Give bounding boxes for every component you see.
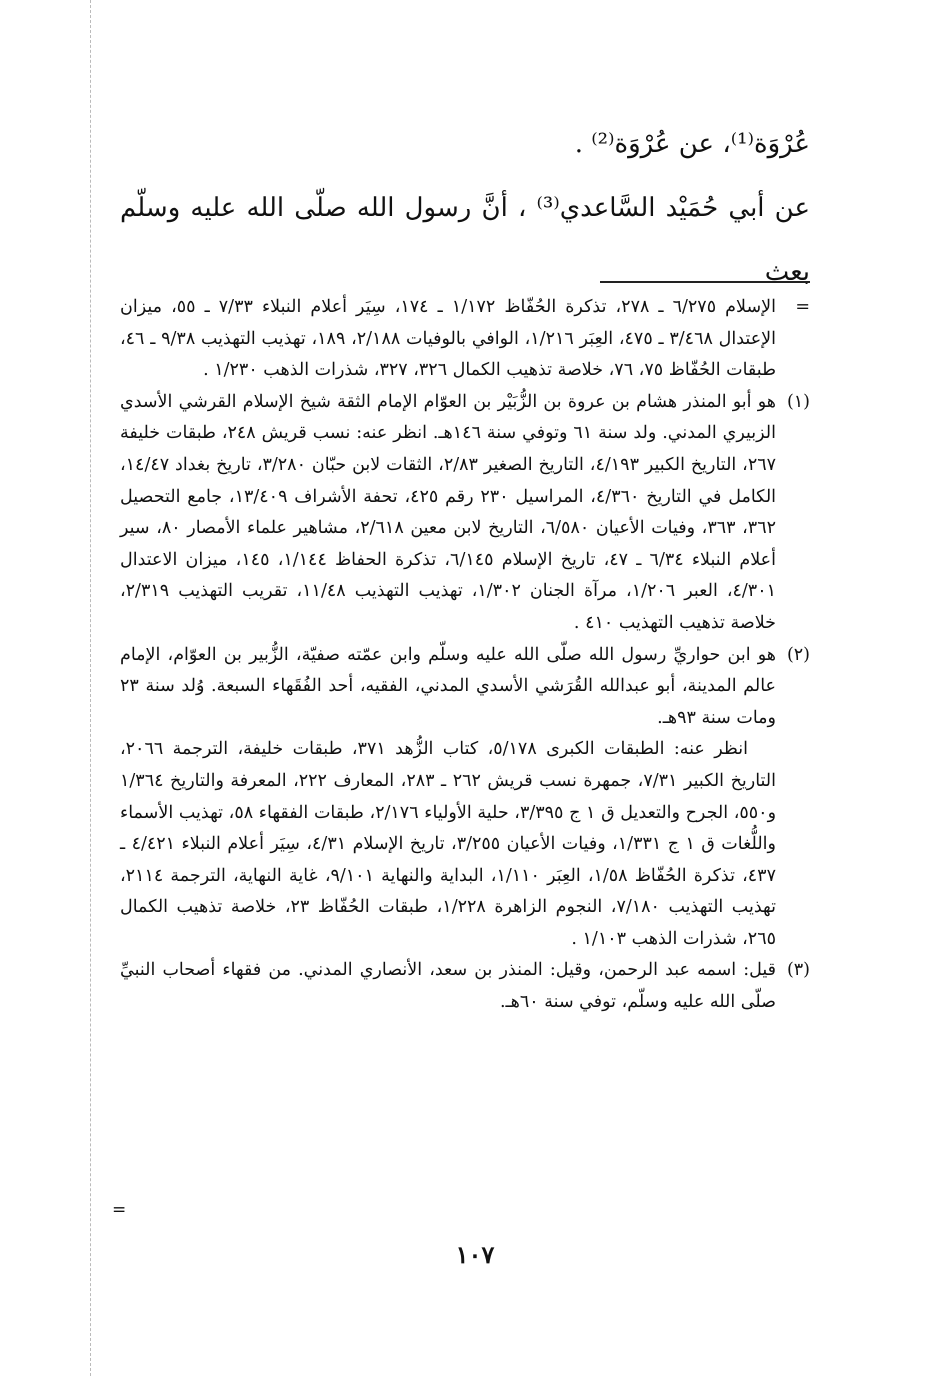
footnote-2 bbox=[120, 640, 810, 735]
footnote-3 bbox=[120, 955, 810, 1018]
main-text-paragraph: عن أبي حُمَيْد السَّاعدي⁽³⁾ ، أنَّ رسول الله صلّى الله عليه وسلّم بعث bbox=[120, 193, 810, 287]
main-text-paragraph: عُرْوَة⁽¹⁾، عن عُرْوَة⁽²⁾ . bbox=[574, 129, 810, 159]
footnote-text: هو ابن حواريِّ رسول الله صلّى الله عليه وسلّم وابن عمّته صفيّة، الزُّبير بن العوّام، الإمام عالم المدينة، أبو عبدالله القُرَشي الأسدي المدني، الفقيه، أحد الفُقَهاء السبعة. وُلد سنة ٢٣ ومات سنة ٩٣هـ. bbox=[120, 644, 776, 728]
continuation-end-marker: = bbox=[112, 1200, 127, 1220]
footnote-1 bbox=[120, 387, 810, 640]
main-text-line-1 bbox=[120, 112, 810, 176]
footnote-continuation bbox=[120, 292, 810, 387]
continuation-marker: = bbox=[795, 297, 810, 317]
page-number: ١٠٧ bbox=[455, 1240, 495, 1269]
footnote-text: هو أبو المنذر هشام بن عروة بن الزُّبَيْر بن العوّام الإمام الثقة شيخ الإسلام القرشي الأسدي الزبيري المدني. ولد سنة ٦١ وتوفي سنة ١٤٦هـ. انظر عنه: نسب قريش ٢٤٨، طبقات خليفة ٢٦٧، التاريخ الكبير ٤/١٩٣، التاريخ الصغير ٢/٨٣، الثقات لابن حبّان ٣/٢٨٠، تاريخ بغداد ١٤/٤٧، الكامل في التاريخ ٤/٣٦٠، المراسيل ٢٣٠ رقم ٤٢٥، تحفة الأشراف ١٣/٤٠٩، جامع التحصيل ٣٦٢، ٣٦٣، وفيات الأعيان ٦/٥٨٠، التاريخ لابن معين ٢/٦١٨، مشاهير علماء الأمصار ٨٠، سير أعلام النبلاء ٦/٣٤ ـ ٤٧، تاريخ الإسلام ٦/١٤٥، تذكرة الحفاظ ١/١٤٤، ١٤٥، ميزان الاعتدال ٤/٣٠١، العبر ١/٢٠٦، مرآة الجنان ١/٣٠٢، تهذيب التهذيب ١١/٤٨، تقريب التهذيب ٢/٣١٩، خلاصة تذهيب التهذيب ٤١٠ . bbox=[120, 391, 777, 633]
main-text-line-2 bbox=[120, 176, 810, 304]
footnote-marker: (٢) bbox=[786, 644, 810, 665]
footnotes-section bbox=[120, 292, 810, 1019]
footnote-text: قيل: اسمه عبد الرحمن، وقيل: المنذر بن سعد، الأنصاري المدني. من فقهاء أصحاب النبيِّ صلّى الله عليه وسلّم، توفي سنة ٦٠هـ. bbox=[120, 960, 776, 1013]
footnote-marker: (٣) bbox=[786, 960, 810, 981]
footnote-2-references: انظر عنه: الطبقات الكبرى ٥/١٧٨، كتاب الزُّهد ٣٧١، طبقات خليفة، الترجمة ٢٠٦٦، التاريخ الكبير ٧/٣١، جمهرة نسب قريش ٢٦٢ ـ ٢٨٣، المعارف ٢٢٢، المعرفة والتاريخ ١/٣٦٤ و٥٥٠، الجرح والتعديل ق ١ ج ٣/٣٩٥، حلية الأولياء ٢/١٧٦، طبقات الفقهاء ٥٨، تهذيب الأسماء واللُّغات ق ١ ج ١/٣٣١، وفيات الأعيان ٣/٢٥٥، تاريخ الإسلام ٤/٣١، سِيَر أعلام النبلاء ٤/٤٢١ ـ ٤٣٧، تذكرة الحُفّاظ ١/٥٨، العِبَر ١/١١٠، البداية والنهاية ٩/١٠١، غاية النهاية، الترجمة ٢١١٤، تهذيب التهذيب ٧/١٨٠، النجوم الزاهرة ١/٢٢٨، طبقات الحُفّاظ ٢٣، خلاصة تذهيب الكمال ٢٦٥، شذرات الذهب ١/١٠٣ . bbox=[120, 739, 777, 949]
footnote-separator bbox=[600, 281, 810, 283]
footnote-text: الإسلام ٦/٢٧٥ ـ ٢٧٨، تذكرة الحُفّاظ ١/١٧٢ ـ ١٧٤، سِيَر أعلام النبلاء ٧/٣٣ ـ ٥٥، ميزان الإعتدال ٣/٤٦٨ ـ ٤٧٥، العِبَر ١/٢١٦، الوافي بالوفيات ٢/١٨٨، ١٨٩، تهذيب التهذيب ٩/٣٨ ـ ٤٦، طبقات الحُفّاظ ٧٥، ٧٦، خلاصة تذهيب الكمال ٣٢٦، ٣٢٧، شذرات الذهب ١/٢٣٠ . bbox=[120, 297, 776, 381]
footnote-marker: (١) bbox=[786, 391, 810, 412]
